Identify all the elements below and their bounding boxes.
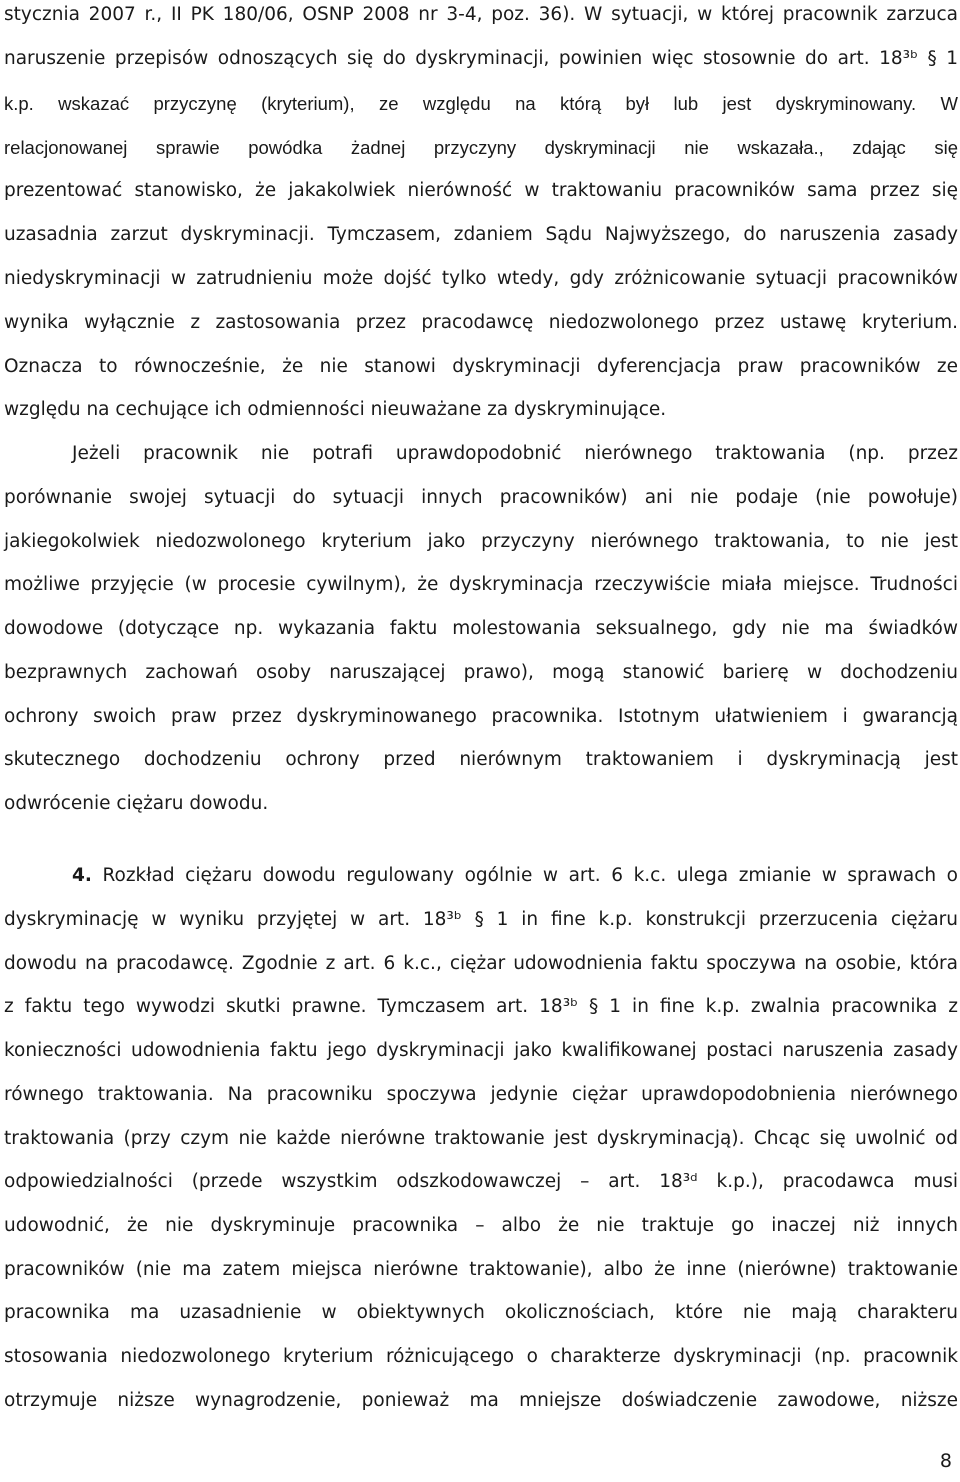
- text-line: jakiegokolwiek niedozwolonego kryterium jako przyczyny nierównego traktowania, to nie jest: [4, 531, 958, 552]
- section-first-line: [4, 863, 958, 889]
- text-line: udowodnić, że nie dyskryminuje pracownika – albo że nie traktuje go inaczej niż innych: [4, 1215, 958, 1236]
- text-line: z faktu tego wywodzi skutki prawne. Tymczasem art. 18³ᵇ § 1 in fine k.p. zwalnia pracownika z: [4, 996, 958, 1017]
- page-number: 8: [939, 1450, 952, 1472]
- text-line: uzasadnia zarzut dyskryminacji. Tymczasem, zdaniem Sądu Najwyższego, do naruszenia zasady: [4, 224, 958, 245]
- text-line: odwrócenie ciężaru dowodu.: [4, 793, 269, 814]
- text-line: stycznia 2007 r., II PK 180/06, OSNP 2008 nr 3-4, poz. 36). W sytuacji, w której pracownik zarzuca: [4, 4, 958, 25]
- paragraph-first-line: Jeżeli pracownik nie potrafi uprawdopodobnić nierównego traktowania (np. przez: [72, 443, 958, 464]
- text-line: konieczności udowodnienia faktu jego dyskryminacji jako kwalifikowanej postaci naruszenia zasady: [4, 1040, 958, 1061]
- text-line: prezentować stanowisko, że jakakolwiek nierówność w traktowaniu pracowników sama przez się: [4, 180, 958, 201]
- text-line: odpowiedzialności (przede wszystkim odszkodowawczej – art. 18³ᵈ k.p.), pracodawca musi: [4, 1171, 958, 1192]
- text-line: stosowania niedozwolonego kryterium różnicującego o charakterze dyskryminacji (np. pracownik: [4, 1346, 958, 1367]
- text-line: skutecznego dochodzeniu ochrony przed nierównym traktowaniem i dyskryminacją jest: [4, 749, 958, 770]
- text-line: równego traktowania. Na pracowniku spoczywa jedynie ciężar uprawdopodobnienia nierównego: [4, 1084, 958, 1105]
- text-line: pracowników (nie ma zatem miejsca nierówne traktowanie), albo że inne (nierówne) traktowanie: [4, 1259, 958, 1280]
- text-line: porównanie swojej sytuacji do sytuacji innych pracowników) ani nie podaje (nie powołuje): [4, 487, 958, 508]
- text-line: ochrony swoich praw przez dyskryminowanego pracownika. Istotnym ułatwieniem i gwarancją: [4, 706, 958, 727]
- document-page: [4, 0, 958, 1482]
- text-line: bezprawnych zachowań osoby naruszającej prawo), mogą stanowić barierę w dochodzeniu: [4, 662, 958, 683]
- text-line: pracownika ma uzasadnienie w obiektywnych okolicznościach, które nie mają charakteru: [4, 1302, 958, 1323]
- text-line: dowodu na pracodawcę. Zgodnie z art. 6 k.c., ciężar udowodnienia faktu spoczywa na osobie, która: [4, 953, 958, 974]
- text-line: wynika wyłącznie z zastosowania przez pracodawcę niedozwolonego przez ustawę kryterium.: [4, 312, 958, 333]
- text-line: Oznacza to równocześnie, że nie stanowi dyskryminacji dyferencjacja praw pracowników ze: [4, 356, 958, 377]
- section-number: 4.: [72, 865, 92, 886]
- text-line: dyskryminację w wyniku przyjętej w art. 18³ᵇ § 1 in fine k.p. konstrukcji przerzucenia ciężaru: [4, 909, 958, 930]
- section-first-line-text: Rozkład ciężaru dowodu regulowany ogólnie w art. 6 k.c. ulega zmianie w sprawach o: [102, 865, 958, 886]
- text-line: dowodowe (dotyczące np. wykazania faktu molestowania seksualnego, gdy nie ma świadków: [4, 618, 958, 639]
- text-line: możliwe przyjęcie (w procesie cywilnym), że dyskryminacja rzeczywiście miała miejsce. Trudności: [4, 574, 958, 595]
- text-line: relacjonowanej sprawie powódka żadnej przyczyny dyskryminacji nie wskazała., zdając się: [4, 137, 958, 158]
- text-line: względu na cechujące ich odmienności nieuważane za dyskryminujące.: [4, 399, 667, 420]
- text-line: niedyskryminacji w zatrudnieniu może dojść tylko wtedy, gdy zróżnicowanie sytuacji pracowników: [4, 268, 958, 289]
- text-line: k.p. wskazać przyczynę (kryterium), ze względu na którą był lub jest dyskryminowany. W: [4, 93, 958, 114]
- text-line: otrzymuje niższe wynagrodzenie, ponieważ ma mniejsze doświadczenie zawodowe, niższe: [4, 1390, 958, 1411]
- text-line: naruszenie przepisów odnoszących się do dyskryminacji, powinien więc stosownie do art. 18³ᵇ § 1: [4, 48, 958, 69]
- text-line: traktowania (przy czym nie każde nierówne traktowanie jest dyskryminacją). Chcąc się uwolnić od: [4, 1128, 958, 1149]
